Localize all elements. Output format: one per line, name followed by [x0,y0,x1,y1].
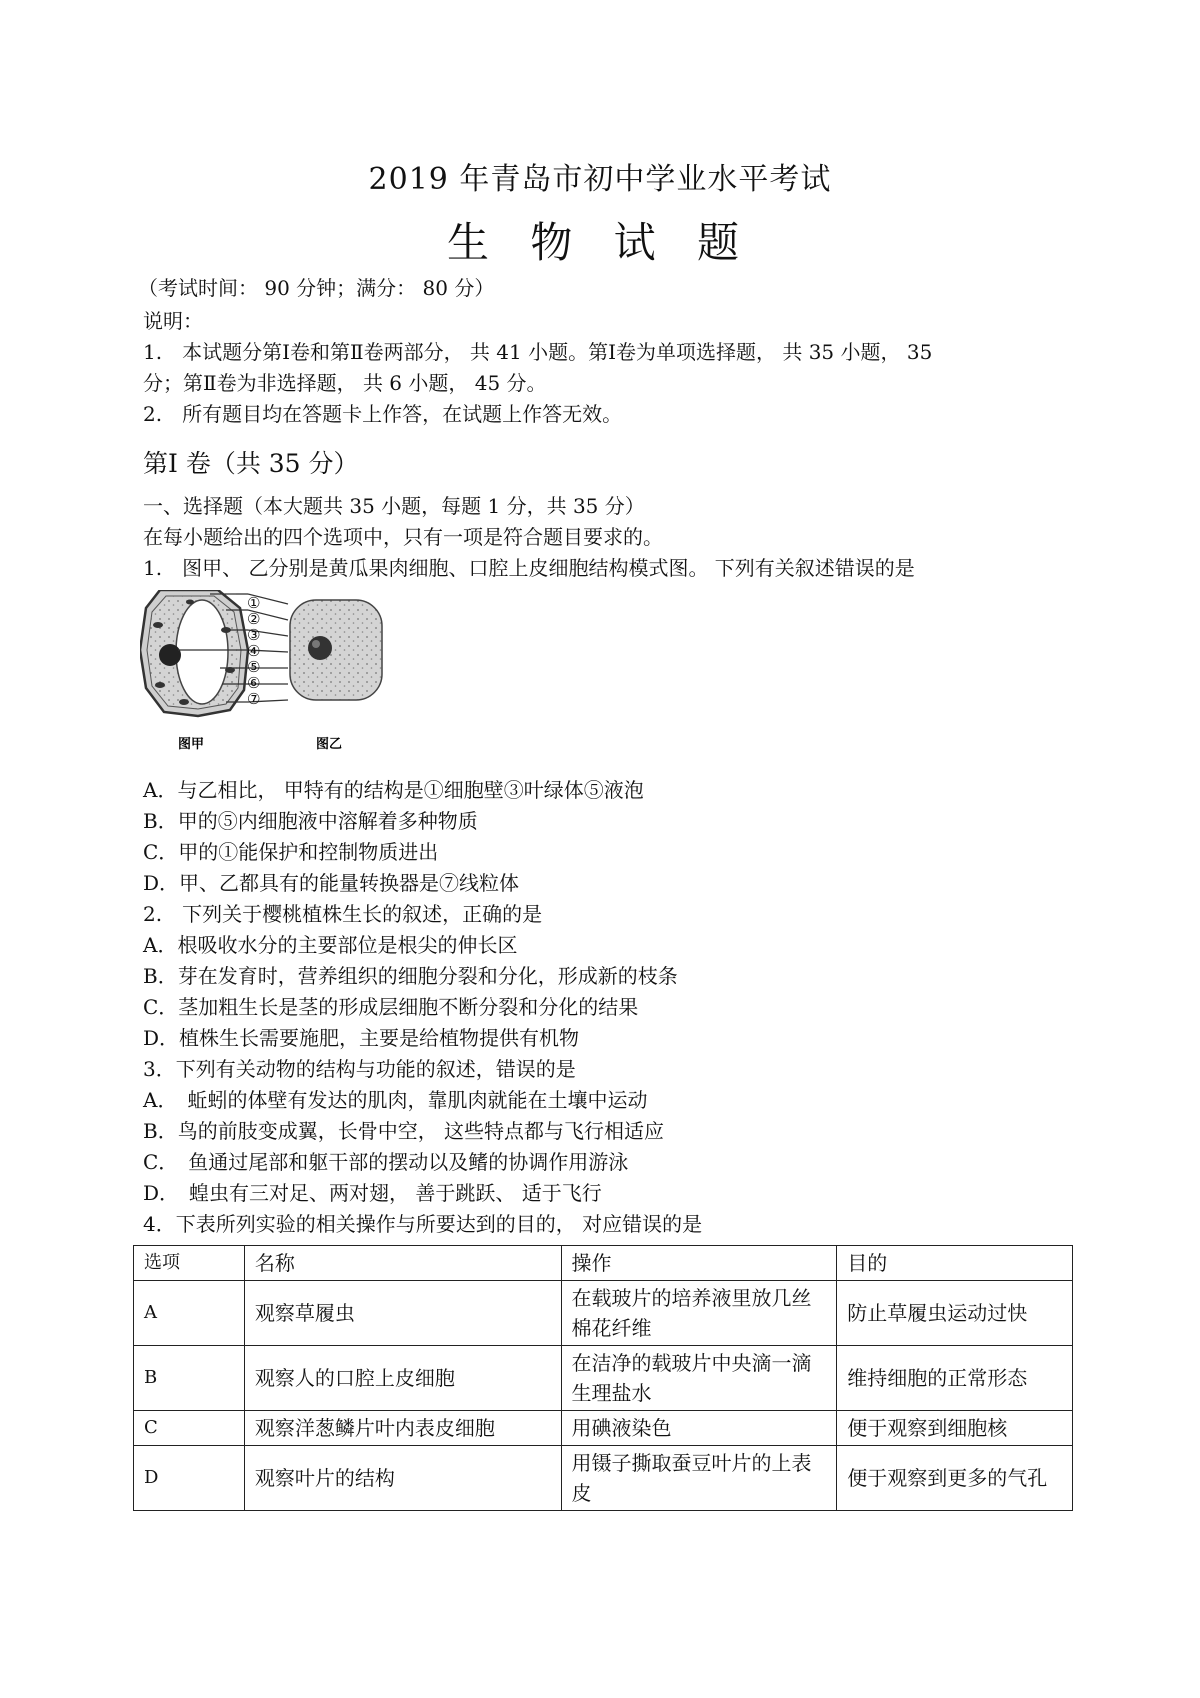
table-cell: 用碘液染色 [561,1411,837,1446]
q3-option-d: D． 蝗虫有三对足、两对翅， 善于跳跃、 适于飞行 [143,1181,602,1205]
instructions-label: 说明： [143,309,203,333]
experiment-table [133,1245,1073,1511]
marker-1: ① [247,594,261,612]
marker-7: ⑦ [247,690,261,708]
marker-2: ② [247,610,261,628]
table-cell: 用镊子撕取蚕豆叶片的上表皮 [561,1446,837,1511]
q3-stem: 3．下列有关动物的结构与功能的叙述，错误的是 [143,1057,576,1081]
table-row [134,1281,1073,1346]
table-cell: D [134,1446,245,1511]
q2-option-a: A．根吸收水分的主要部位是根尖的伸长区 [143,933,518,957]
q2-option-d: D．植株生长需要施肥，主要是给植物提供有机物 [143,1026,580,1050]
table-header-cell: 目的 [837,1246,1073,1281]
table-header-cell: 操作 [561,1246,837,1281]
section-title: 第Ⅰ 卷（共 35 分） [143,449,359,478]
q4-stem: 4．下表所列实验的相关操作与所要达到的目的， 对应错误的是 [143,1212,703,1236]
q2-stem: 2. 下列关于樱桃植株生长的叙述，正确的是 [143,902,543,926]
q3-option-c: C． 鱼通过尾部和躯干部的摆动以及鳍的协调作用游泳 [143,1150,629,1174]
table-header-cell: 选项 [134,1246,245,1281]
table-cell: 便于观察到细胞核 [837,1411,1073,1446]
marker-4: ④ [247,642,261,660]
table-row [134,1411,1073,1446]
q2-option-c: C．茎加粗生长是茎的形成层细胞不断分裂和分化的结果 [143,995,639,1019]
q3-option-a: A． 蚯蚓的体壁有发达的肌肉，靠肌肉就能在土壤中运动 [143,1088,648,1112]
exam-info: （考试时间： 90 分钟；满分： 80 分） [138,276,495,300]
table-cell: 维持细胞的正常形态 [837,1346,1073,1411]
q1-stem: 1. 图甲、 乙分别是黄瓜果肉细胞、口腔上皮细胞结构模式图。 下列有关叙述错误的是 [143,556,915,580]
instruction-line-2: 分；第Ⅱ卷为非选择题， 共 6 小题， 45 分。 [143,371,547,395]
q1-option-c: C．甲的①能保护和控制物质进出 [143,840,439,864]
table-cell: A [134,1281,245,1346]
table-row [134,1346,1073,1411]
cell-diagram-svg [140,590,400,760]
animal-cell [290,600,382,700]
table-cell: 观察人的口腔上皮细胞 [244,1346,561,1411]
q1-option-a: A．与乙相比， 甲特有的结构是①细胞壁③叶绿体⑤液泡 [143,778,644,802]
table-cell: 观察草履虫 [244,1281,561,1346]
table-cell: 防止草履虫运动过快 [837,1281,1073,1346]
table-header-row [134,1246,1073,1281]
table-header-cell: 名称 [244,1246,561,1281]
plant-cell [140,590,248,716]
cell-diagram [140,590,400,765]
table-row [134,1446,1073,1511]
table-cell: 便于观察到更多的气孔 [837,1446,1073,1511]
marker-5: ⑤ [247,658,261,676]
q3-option-b: B．鸟的前肢变成翼，长骨中空， 这些特点都与飞行相适应 [143,1119,665,1143]
part-title: 一、选择题（本大题共 35 小题，每题 1 分，共 35 分） [143,494,645,518]
q1-option-b: B．甲的⑤内细胞液中溶解着多种物质 [143,809,478,833]
figure-b-label: 图乙 [316,737,343,752]
q2-option-b: B．芽在发育时，营养组织的细胞分裂和分化，形成新的枝条 [143,964,678,988]
table-cell: 在载玻片的培养液里放几丝棉花纤维 [561,1281,837,1346]
marker-6: ⑥ [247,674,261,692]
table-cell: 观察洋葱鳞片叶内表皮细胞 [244,1411,561,1446]
marker-3: ③ [247,626,261,644]
table-cell: 在洁净的载玻片中央滴一滴生理盐水 [561,1346,837,1411]
table-cell: C [134,1411,245,1446]
part-note: 在每小题给出的四个选项中，只有一项是符合题目要求的。 [143,525,663,549]
table-cell: 观察叶片的结构 [244,1446,561,1511]
instruction-line-3: 2. 所有题目均在答题卡上作答，在试题上作答无效。 [143,402,623,426]
table-cell: B [134,1346,245,1411]
subject-title: 生 物 试 题 [446,218,754,267]
instruction-line-1: 1. 本试题分第Ⅰ卷和第Ⅱ卷两部分， 共 41 小题。第Ⅰ卷为单项选择题， 共 35 小题， 35 [143,340,933,364]
q1-option-d: D．甲、乙都具有的能量转换器是⑦线粒体 [143,871,520,895]
figure-a-label: 图甲 [178,737,205,752]
exam-title: 2019 年青岛市初中学业水平考试 [368,162,832,197]
